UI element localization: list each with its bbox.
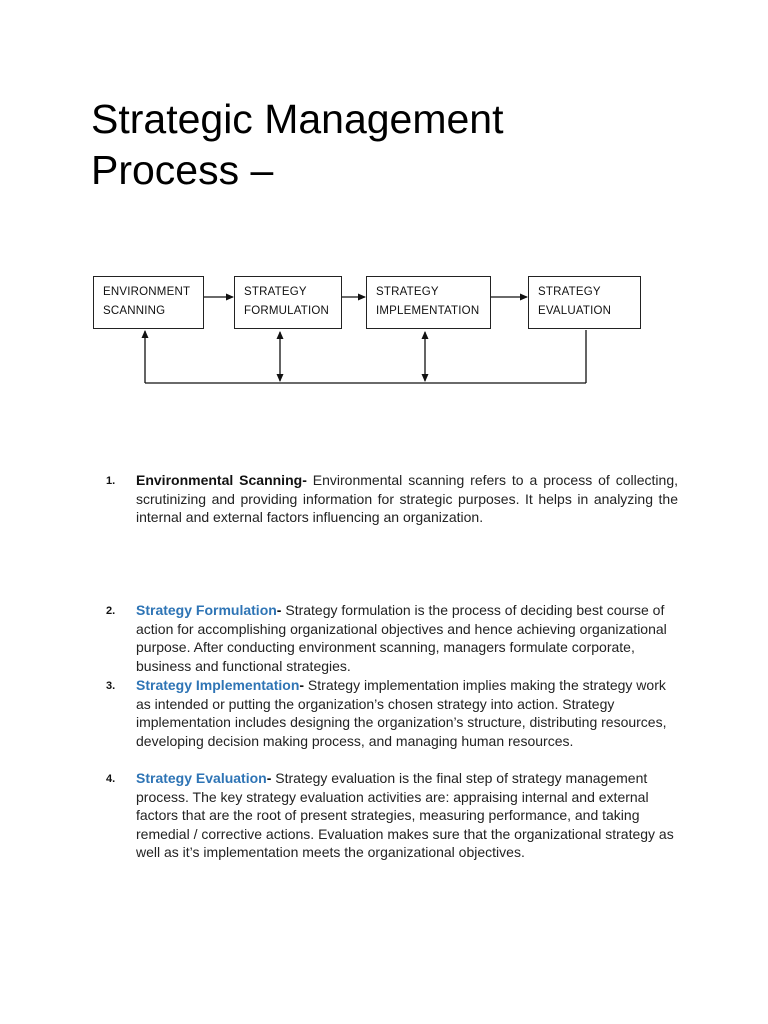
list-item-text bbox=[136, 676, 678, 750]
page-title bbox=[91, 94, 651, 196]
stage-label-line-2: IMPLEMENTATION bbox=[376, 305, 480, 317]
list-item bbox=[106, 601, 678, 675]
stage-label-line-1: STRATEGY bbox=[538, 286, 601, 298]
list-item-heading: Environmental Scanning bbox=[136, 472, 303, 488]
page-title-line-2: Process – bbox=[91, 147, 274, 193]
list-item-dash: - bbox=[266, 770, 272, 786]
list-item-dash: - bbox=[276, 602, 282, 618]
list-item-body: Environmental scanning refers to a process of collecting, scrutinizing and providing information for strategic purposes. It helps in analyzing the internal and external factors influencing an organization. bbox=[136, 472, 678, 526]
list-item-text bbox=[136, 471, 678, 527]
stage-box-strategy-formulation bbox=[234, 276, 342, 329]
stage-box-strategy-implementation bbox=[366, 276, 491, 329]
list-item-heading: Strategy Formulation bbox=[136, 602, 277, 618]
stage-label-line-1: STRATEGY bbox=[244, 286, 307, 298]
stage-label-line-1: ENVIRONMENT bbox=[103, 286, 191, 298]
list-item-text bbox=[136, 601, 678, 675]
stage-label-line-1: STRATEGY bbox=[376, 286, 439, 298]
list-item-heading: Strategy Implementation bbox=[136, 677, 300, 693]
stage-label-line-2: SCANNING bbox=[103, 305, 166, 317]
list-item bbox=[106, 471, 678, 527]
list-item-number: 1. bbox=[106, 475, 116, 487]
list-item-dash: - bbox=[299, 677, 305, 693]
process-flow-diagram bbox=[0, 0, 768, 420]
list-item-body: Strategy evaluation is the final step of strategy management process. The key strategy evaluation activities are: appraising internal and external factors that are the root of present strategies, measuring performance, and taking remedial / corrective actions. Evaluation makes sure that the organizational strategy as well as it’s implementation meets the organizational objectives. bbox=[136, 770, 674, 861]
page-title-line-1: Strategic Management bbox=[91, 96, 504, 142]
list-item-text bbox=[136, 769, 678, 862]
list-item-heading: Strategy Evaluation bbox=[136, 770, 267, 786]
list-item-dash: - bbox=[302, 472, 307, 488]
stage-label-line-2: FORMULATION bbox=[244, 305, 330, 317]
stage-box-strategy-evaluation bbox=[528, 276, 641, 329]
stage-box-environment-scanning bbox=[93, 276, 204, 329]
list-item bbox=[106, 676, 678, 750]
list-item-body: Strategy formulation is the process of deciding best course of action for accomplishing organizational objectives and hence achieving organizational purpose. After conducting environment scanning, managers formulate corporate, business and functional strategies. bbox=[136, 602, 667, 674]
list-item-number: 3. bbox=[106, 680, 116, 692]
list-item bbox=[106, 769, 678, 862]
list-item-body: Strategy implementation implies making the strategy work as intended or putting the organization’s chosen strategy into action. Strategy implementation includes designing the organization’s structure, distributing resources, developing decision making process, and managing human resources. bbox=[136, 677, 667, 749]
list-item-number: 4. bbox=[106, 773, 116, 785]
stage-label-line-2: EVALUATION bbox=[538, 305, 612, 317]
list-item-number: 2. bbox=[106, 605, 116, 617]
